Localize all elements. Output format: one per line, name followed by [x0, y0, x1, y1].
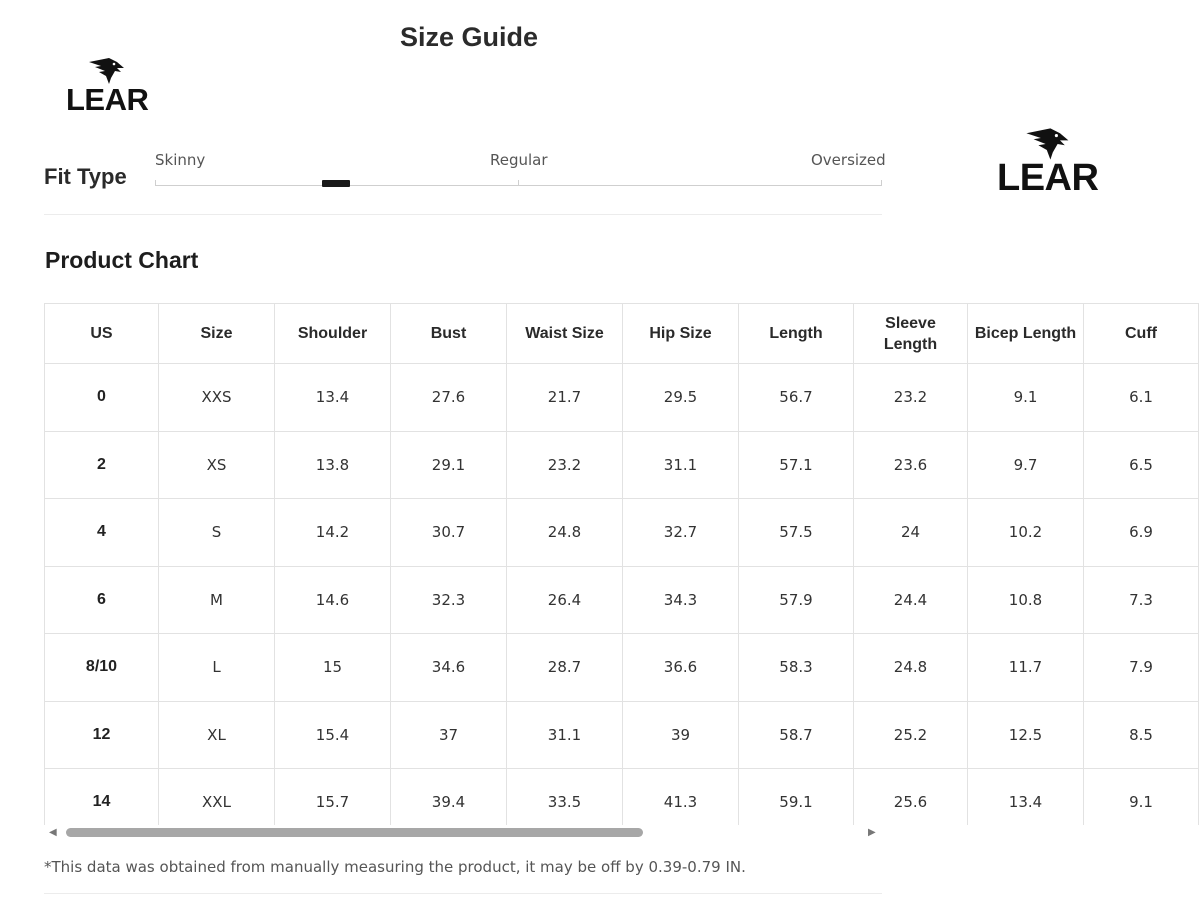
brand-logo-large: [997, 126, 1098, 197]
col-header-waist-size: Waist Size: [507, 304, 623, 364]
table-cell: 58.3: [739, 634, 854, 702]
table-cell: 14.6: [275, 566, 391, 634]
table-row: [45, 499, 1199, 567]
table-cell: 59.1: [739, 769, 854, 826]
table-horizontal-scrollbar[interactable]: [44, 826, 882, 840]
divider: [44, 214, 882, 215]
table-cell: 58.7: [739, 701, 854, 769]
table-cell: 10.2: [968, 499, 1084, 567]
fit-tick: [518, 180, 519, 186]
table-cell: 21.7: [507, 364, 623, 432]
brand-wordmark: LEAR: [997, 157, 1099, 199]
table-cell: 6.1: [1084, 364, 1199, 432]
table-cell: 57.5: [739, 499, 854, 567]
table-cell: 25.2: [854, 701, 968, 769]
table-header-row: [45, 304, 1199, 364]
table-cell: 11.7: [968, 634, 1084, 702]
table-cell: 24.4: [854, 566, 968, 634]
fit-type-slider-track: [155, 185, 882, 186]
table-cell: 7.9: [1084, 634, 1199, 702]
table-cell: 9.1: [968, 364, 1084, 432]
table-cell: 24.8: [507, 499, 623, 567]
table-cell: 32.3: [391, 566, 507, 634]
table-cell: 37: [391, 701, 507, 769]
col-header-hip-size: Hip Size: [623, 304, 739, 364]
table-cell: 24: [854, 499, 968, 567]
fit-type-label: Fit Type: [44, 164, 127, 189]
table-cell: L: [159, 634, 275, 702]
table-cell: 13.4: [968, 769, 1084, 826]
table-cell: 41.3: [623, 769, 739, 826]
col-header-bicep-length: Bicep Length: [968, 304, 1084, 364]
col-header-length: Length: [739, 304, 854, 364]
table-cell: 6.5: [1084, 431, 1199, 499]
brand-logo: [66, 56, 148, 115]
table-cell: 9.7: [968, 431, 1084, 499]
table-cell: 15.7: [275, 769, 391, 826]
table-cell: S: [159, 499, 275, 567]
table-cell: 23.2: [507, 431, 623, 499]
fit-type-indicator: [322, 180, 350, 187]
size-table: [44, 303, 1199, 825]
table-cell: 34.3: [623, 566, 739, 634]
table-cell: 28.7: [507, 634, 623, 702]
table-cell: 27.6: [391, 364, 507, 432]
table-cell: 4: [45, 499, 159, 567]
table-cell: 39: [623, 701, 739, 769]
table-cell: 30.7: [391, 499, 507, 567]
table-cell: 2: [45, 431, 159, 499]
product-chart-title: Product Chart: [45, 247, 199, 273]
table-cell: 31.1: [507, 701, 623, 769]
table-cell: 12.5: [968, 701, 1084, 769]
table-cell: 8/10: [45, 634, 159, 702]
table-cell: 15: [275, 634, 391, 702]
table-cell: 13.8: [275, 431, 391, 499]
brand-wordmark: LEAR: [66, 82, 149, 117]
col-header-shoulder: Shoulder: [275, 304, 391, 364]
fit-tick: [155, 180, 156, 186]
table-cell: 39.4: [391, 769, 507, 826]
table-cell: 10.8: [968, 566, 1084, 634]
scrollbar-thumb[interactable]: [66, 828, 643, 837]
table-cell: 8.5: [1084, 701, 1199, 769]
fit-option-regular: Regular: [490, 151, 548, 169]
table-cell: 23.2: [854, 364, 968, 432]
table-cell: 7.3: [1084, 566, 1199, 634]
col-header-bust: Bust: [391, 304, 507, 364]
table-row: [45, 431, 1199, 499]
table-cell: 57.9: [739, 566, 854, 634]
table-cell: 23.6: [854, 431, 968, 499]
table-cell: 13.4: [275, 364, 391, 432]
table-cell: 34.6: [391, 634, 507, 702]
table-cell: 29.1: [391, 431, 507, 499]
table-cell: 14: [45, 769, 159, 826]
table-row: [45, 364, 1199, 432]
fit-tick: [881, 180, 882, 186]
table-cell: 57.1: [739, 431, 854, 499]
table-cell: 25.6: [854, 769, 968, 826]
scroll-right-icon[interactable]: ▶: [868, 827, 876, 838]
table-cell: 6.9: [1084, 499, 1199, 567]
table-cell: 14.2: [275, 499, 391, 567]
col-header-sleeve-length: Sleeve Length: [854, 304, 968, 364]
table-cell: 6: [45, 566, 159, 634]
table-cell: 9.1: [1084, 769, 1199, 826]
table-cell: 33.5: [507, 769, 623, 826]
scroll-left-icon[interactable]: ◀: [49, 827, 57, 838]
table-cell: 32.7: [623, 499, 739, 567]
table-cell: 36.6: [623, 634, 739, 702]
table-cell: XS: [159, 431, 275, 499]
fit-option-oversized: Oversized: [811, 151, 886, 169]
col-header-cuff: Cuff: [1084, 304, 1199, 364]
table-cell: 12: [45, 701, 159, 769]
table-cell: 29.5: [623, 364, 739, 432]
divider: [44, 893, 882, 894]
col-header-size: Size: [159, 304, 275, 364]
table-cell: M: [159, 566, 275, 634]
table-row: [45, 566, 1199, 634]
fit-option-skinny: Skinny: [155, 151, 206, 169]
table-cell: 15.4: [275, 701, 391, 769]
table-row: [45, 634, 1199, 702]
table-cell: XXL: [159, 769, 275, 826]
page-title: Size Guide: [399, 22, 539, 52]
col-header-us: US: [45, 304, 159, 364]
table-row: [45, 769, 1199, 826]
table-cell: XL: [159, 701, 275, 769]
table-cell: 31.1: [623, 431, 739, 499]
table-cell: 0: [45, 364, 159, 432]
measurement-note: *This data was obtained from manually measuring the product, it may be off by 0.39-0.79 IN.: [44, 858, 746, 876]
table-cell: 24.8: [854, 634, 968, 702]
table-cell: 26.4: [507, 566, 623, 634]
table-cell: 56.7: [739, 364, 854, 432]
size-table-container[interactable]: [44, 303, 1200, 825]
table-cell: XXS: [159, 364, 275, 432]
table-row: [45, 701, 1199, 769]
